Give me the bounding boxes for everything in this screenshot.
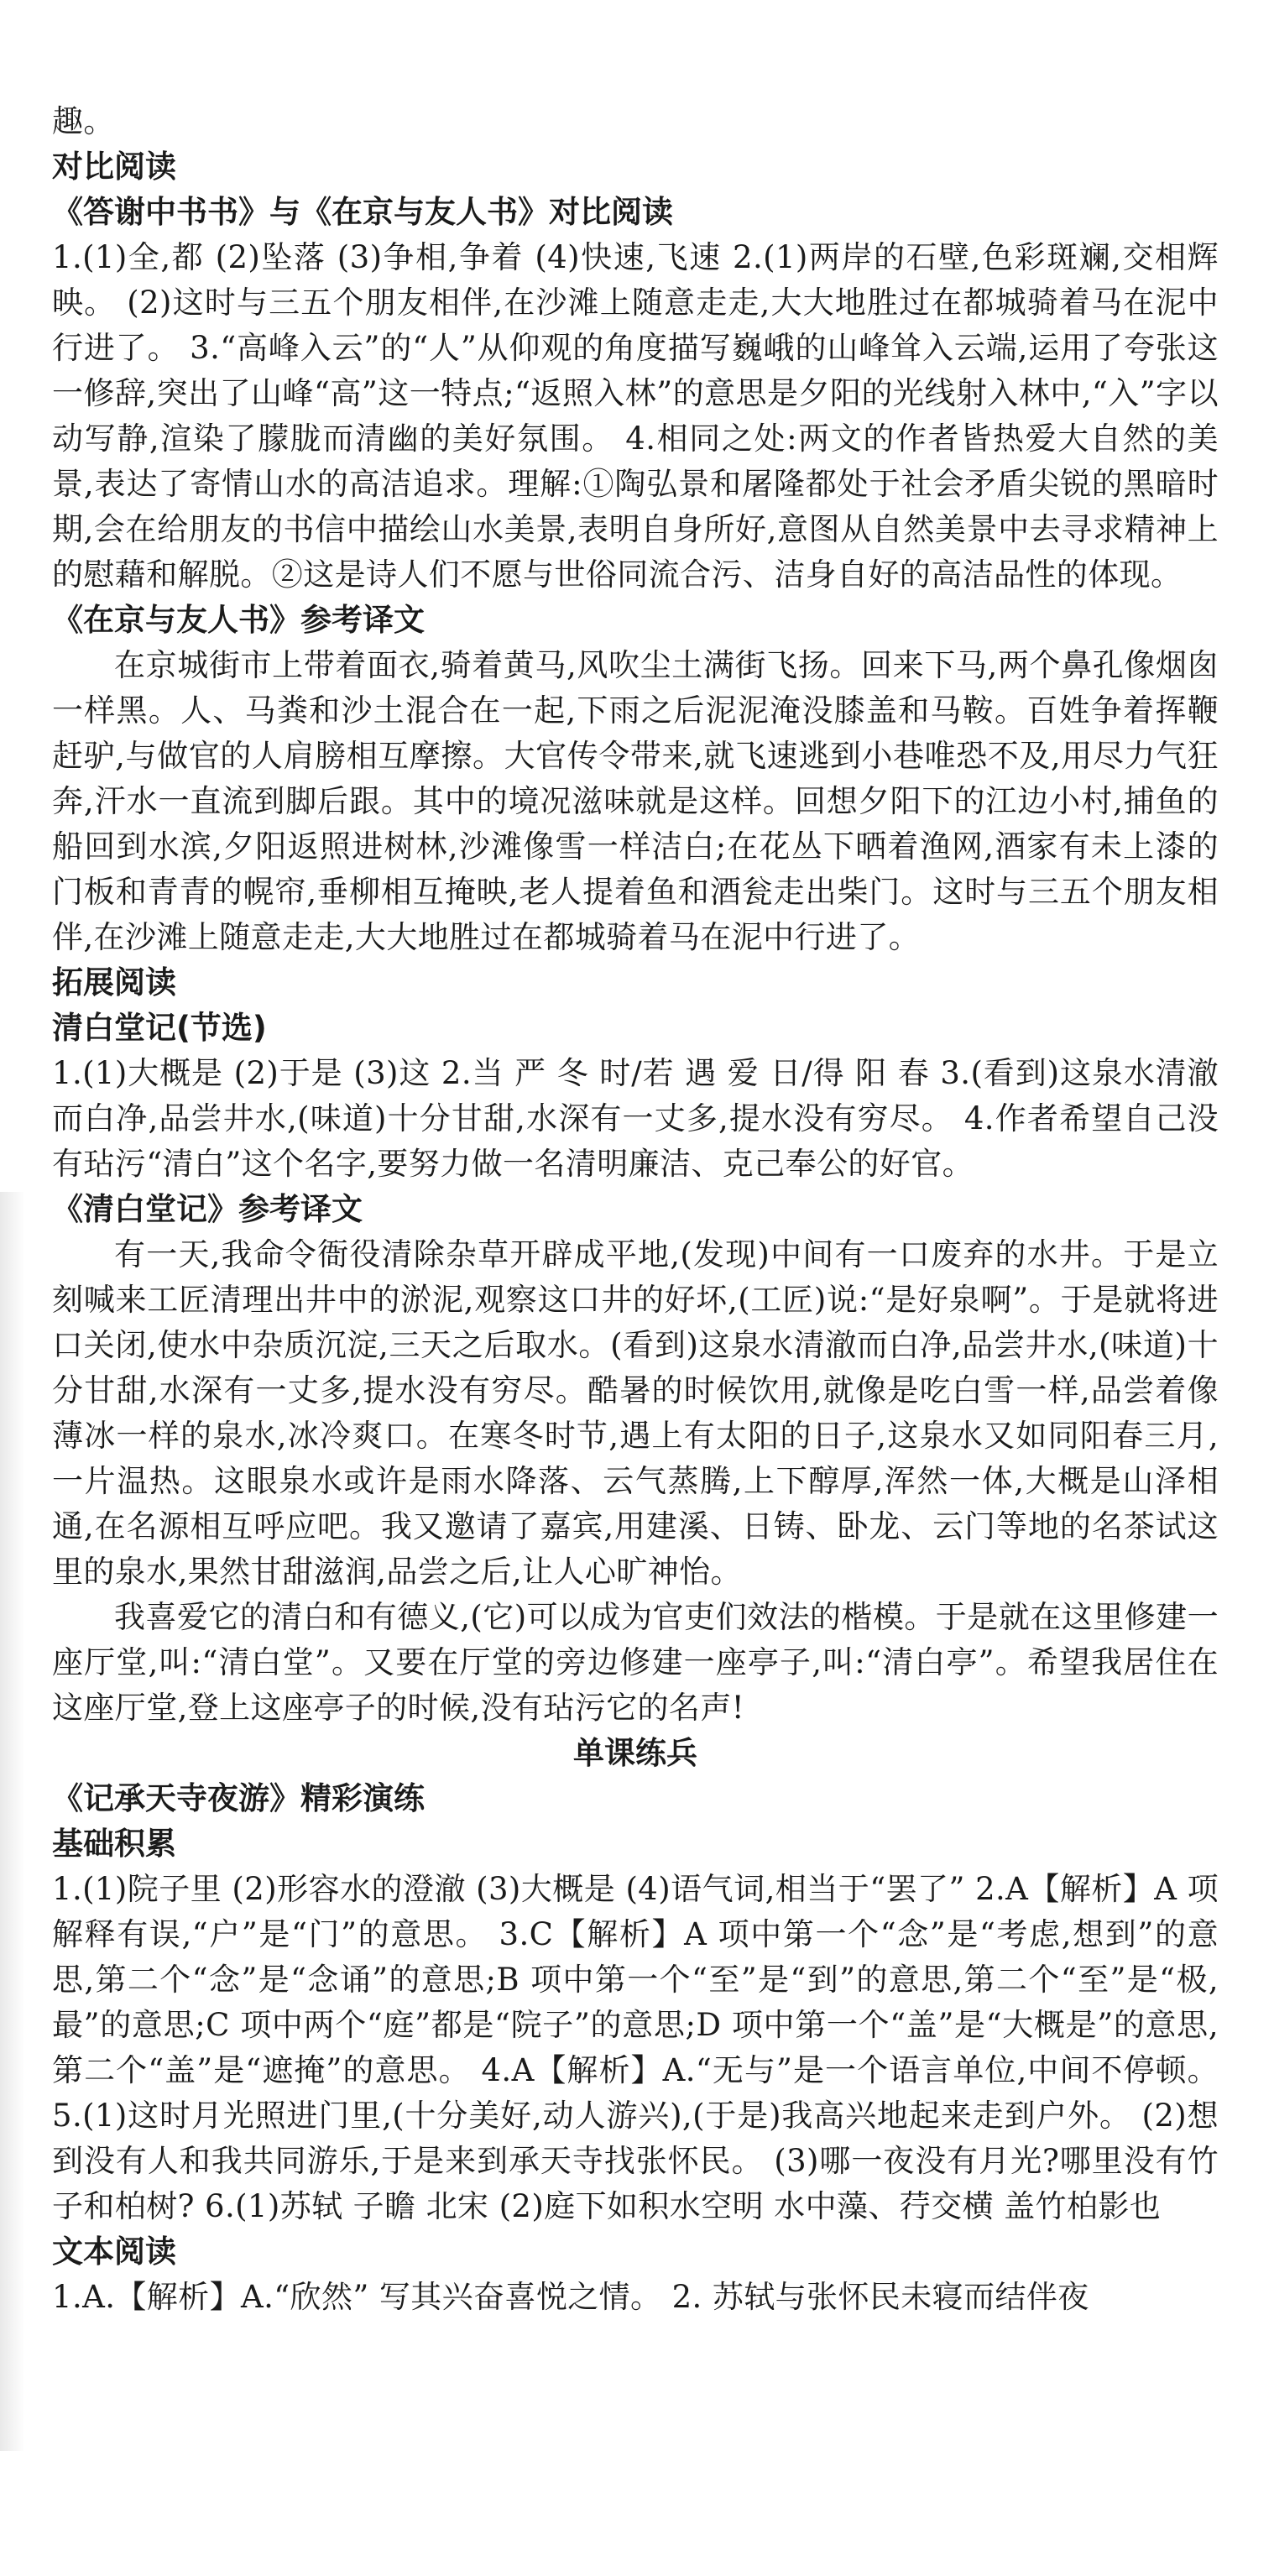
jichu-answers: 1.(1)院子里 (2)形容水的澄澈 (3)大概是 (4)语气词,相当于“罢了” 2.A【解析】A 项解释有误,“户”是“门”的意思。 3.C【解析】A 项中第一个“念”是“考虑,想到”的意思,第二个“念”是“念诵”的意思;B 项中第一个“至”是“到”的意思,第二个“至”是“极,最”的意思;C 项中两个“庭”都是“院子”的意思;D 项中第一个“盖”是“大概是”的意思,第二个“盖”是“遮掩”的意思。 4.A【解析】A.“无与”是一个语言单位,中间不停顿。 5.(1)这时月光照进门里,(十分美好,动人游兴),(于是)我高兴地起来走到户外。 (2)想到没有人和我共同游乐,于是来到承天寺找张怀民。 (3)哪一夜没有月光?哪里没有竹子和柏树? 6.(1)苏轼 子瞻 北宋 (2)庭下如积水空明 水中藻、荇交横 盖竹柏影也 xyxy=(52,1871,1219,2224)
subheading-duibi-title: 《答谢中书书》与《在京与友人书》对比阅读 xyxy=(52,194,673,230)
binding-shadow xyxy=(0,1192,25,2451)
section-heading-danke: 单课练兵 xyxy=(573,1735,697,1771)
subheading-qingbaitang-translation: 《清白堂记》参考译文 xyxy=(52,1191,363,1227)
section-heading-duibi: 对比阅读 xyxy=(52,149,176,185)
subheading-zaijing-translation: 《在京与友人书》参考译文 xyxy=(52,602,425,638)
subheading-qingbaitang: 清白堂记(节选) xyxy=(52,1010,267,1046)
section-heading-tuozhan: 拓展阅读 xyxy=(52,964,176,1001)
wenben-answers: 1.A.【解析】A.“欣然” 写其兴奋喜悦之情。 2. 苏轼与张怀民未寝而结伴夜 xyxy=(52,2279,1089,2315)
answer-page xyxy=(52,99,1219,2320)
subheading-wenben: 文本阅读 xyxy=(52,2234,176,2270)
duibi-answers: 1.(1)全,都 (2)坠落 (3)争相,争着 (4)快速,飞速 2.(1)两岸的石壁,色彩斑斓,交相辉映。 (2)这时与三五个朋友相伴,在沙滩上随意走走,大大地胜过在都城骑着马在泥中行进了。 3.“高峰入云”的“人”从仰观的角度描写巍峨的山峰耸入云端,运用了夸张这一修辞,突出了山峰“高”这一特点;“返照入林”的意思是夕阳的光线射入林中,“入”字以动写静,渲染了朦胧而清幽的美好氛围。 4.相同之处:两文的作者皆热爱大自然的美景,表达了寄情山水的高洁追求。理解:①陶弘景和屠隆都处于社会矛盾尖锐的黑暗时期,会在给朋友的书信中描绘山水美景,表明自身所好,意图从自然美景中去寻求精神上的慰藉和解脱。②这是诗人们不愿与世俗同流合污、洁身自好的高洁品性的体现。 xyxy=(52,239,1219,593)
subheading-chengtiansi: 《记承天寺夜游》精彩演练 xyxy=(52,1780,425,1816)
zaijing-translation: 在京城街市上带着面衣,骑着黄马,风吹尘土满街飞扬。回来下马,两个鼻孔像烟囱一样黑。人、马粪和沙土混合在一起,下雨之后泥泥淹没膝盖和马鞍。百姓争着挥鞭赶驴,与做官的人肩膀相互摩擦。大官传令带来,就飞速逃到小巷唯恐不及,用尽力气狂奔,汗水一直流到脚后跟。其中的境况滋味就是这样。回想夕阳下的江边小村,捕鱼的船回到水滨,夕阳返照进树林,沙滩像雪一样洁白;在花丛下晒着渔网,酒家有未上漆的门板和青青的幌帘,垂柳相互掩映,老人提着鱼和酒瓮走出柴门。这时与三五个朋友相伴,在沙滩上随意走走,大大地胜过在都城骑着马在泥中行进了。 xyxy=(52,647,1219,955)
qingbaitang-translation-2: 我喜爱它的清白和有德义,(它)可以成为官吏们效法的楷模。于是就在这里修建一座厅堂,叫:“清白堂”。又要在厅堂的旁边修建一座亭子,叫:“清白亭”。希望我居住在这座厅堂,登上这座亭子的时候,没有玷污它的名声! xyxy=(52,1599,1219,1726)
subheading-jichu: 基础积累 xyxy=(52,1826,176,1862)
tuozhan-answers: 1.(1)大概是 (2)于是 (3)这 2.当 严 冬 时/若 遇 爱 日/得 阳 春 3.(看到)这泉水清澈而白净,品尝井水,(味道)十分甘甜,水深有一丈多,提水没有穷尽。 4.作者希望自己没有玷污“清白”这个名字,要努力做一名清明廉洁、克己奉公的好官。 xyxy=(52,1055,1219,1182)
qingbaitang-translation-1: 有一天,我命令衙役清除杂草开辟成平地,(发现)中间有一口废弃的水井。于是立刻喊来工匠清理出井中的淤泥,观察这口井的好坏,(工匠)说:“是好泉啊”。于是就将进口关闭,使水中杂质沉淀,三天之后取水。(看到)这泉水清澈而白净,品尝井水,(味道)十分甘甜,水深有一丈多,提水没有穷尽。酷暑的时候饮用,就像是吃白雪一样,品尝着像薄冰一样的泉水,冰冷爽口。在寒冬时节,遇上有太阳的日子,这泉水又如同阳春三月,一片温热。这眼泉水或许是雨水降落、云气蒸腾,上下醇厚,浑然一体,大概是山泽相通,在名源相互呼应吧。我又邀请了嘉宾,用建溪、日铸、卧龙、云门等地的名茶试这里的泉水,果然甘甜滋润,品尝之后,让人心旷神怡。 xyxy=(52,1236,1219,1590)
continued-text: 趣。 xyxy=(52,103,115,139)
